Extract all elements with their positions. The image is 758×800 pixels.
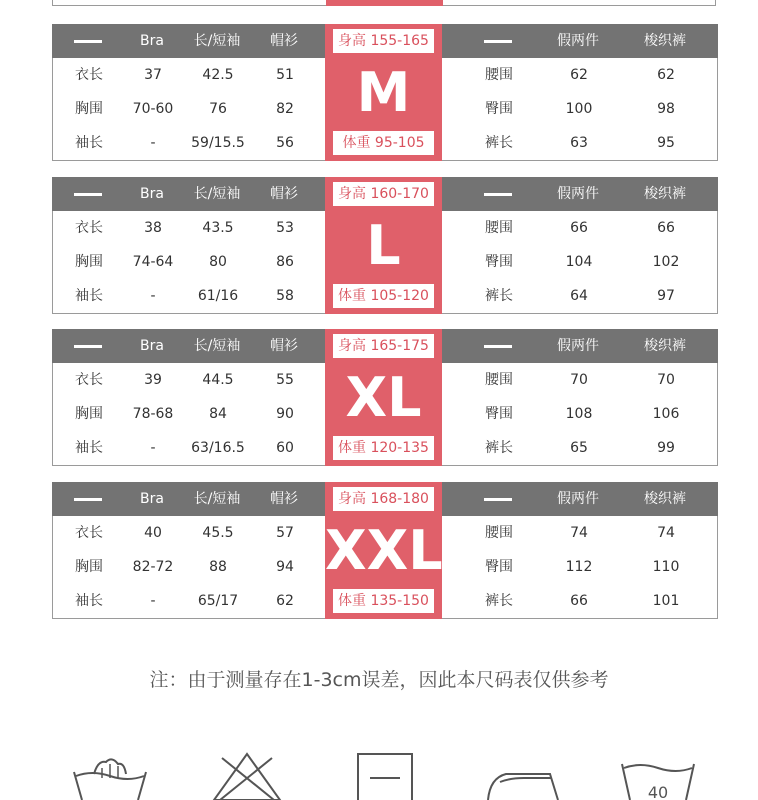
table-cell: 101 [652, 593, 680, 609]
table-cell: 58 [276, 288, 294, 304]
table-cell: 63 [570, 135, 588, 151]
header-cell: Bra [140, 338, 164, 354]
table-cell: 65 [570, 440, 588, 456]
table-cell: 51 [276, 67, 294, 83]
row-label: 胸围 [75, 559, 103, 575]
header-cell: 长/短袖 [193, 491, 241, 507]
header-cell: 长/短袖 [193, 33, 241, 49]
table-cell: 84 [209, 406, 227, 422]
height-range: 身高 168-180 [333, 487, 434, 511]
row-label: 臀围 [485, 406, 513, 422]
row-label: 衣长 [75, 372, 103, 388]
table-cell: 66 [570, 593, 588, 609]
table-cell: 64 [570, 288, 588, 304]
table-cell: 82-72 [132, 559, 174, 575]
table-cell: 100 [565, 101, 593, 117]
table-cell: 62 [657, 67, 675, 83]
header-cell: 帽衫 [270, 186, 298, 202]
table-cell: 110 [652, 559, 680, 575]
weight-range: 体重 105-120 [333, 284, 434, 308]
row-label: 臀围 [485, 559, 513, 575]
table-cell: 70 [570, 372, 588, 388]
table-cell: 56 [276, 135, 294, 151]
size-column [325, 482, 442, 619]
row-label: 衣长 [75, 67, 103, 83]
size-table-xxl [52, 482, 718, 619]
table-cell: 42.5 [202, 67, 234, 83]
row-label: 腰围 [485, 372, 513, 388]
row-label: 胸围 [75, 101, 103, 117]
row-label: 袖长 [75, 135, 103, 151]
table-cell: 63/16.5 [191, 440, 245, 456]
header-dash [74, 498, 102, 501]
header-cell: 帽衫 [270, 338, 298, 354]
table-cell: 94 [276, 559, 294, 575]
weight-range: 体重 135-150 [333, 589, 434, 613]
weight-range: 体重 120-135 [333, 436, 434, 460]
size-table-l [52, 177, 718, 314]
table-cell: 55 [276, 372, 294, 388]
table-cell: 60 [276, 440, 294, 456]
table-cell: 53 [276, 220, 294, 236]
row-label: 腰围 [485, 67, 513, 83]
size-label: M [356, 61, 411, 124]
table-cell: 57 [276, 525, 294, 541]
table-cell: 108 [565, 406, 593, 422]
size-table-xl [52, 329, 718, 466]
table-cell: 39 [144, 372, 162, 388]
header-dash [74, 40, 102, 43]
header-dash [74, 193, 102, 196]
header-dash [484, 193, 512, 196]
header-cell: Bra [140, 186, 164, 202]
size-label: L [366, 214, 401, 277]
row-label: 袖长 [75, 440, 103, 456]
table-cell: - [150, 288, 156, 304]
table-cell: 98 [657, 101, 675, 117]
size-label: XXL [325, 519, 443, 582]
height-range: 身高 155-165 [333, 29, 434, 53]
row-label: 臀围 [485, 101, 513, 117]
wash-40-icon [620, 760, 696, 800]
header-cell: 帽衫 [270, 33, 298, 49]
table-cell: 80 [209, 254, 227, 270]
row-label: 腰围 [485, 220, 513, 236]
height-range: 身高 165-175 [333, 334, 434, 358]
row-label: 腰围 [485, 525, 513, 541]
header-cell: 梭织裤 [644, 491, 686, 507]
table-cell: 62 [570, 67, 588, 83]
row-label: 衣长 [75, 220, 103, 236]
wash-temp-label: 40 [647, 783, 669, 800]
header-cell: 梭织裤 [644, 33, 686, 49]
row-label: 裤长 [485, 593, 513, 609]
table-cell: 38 [144, 220, 162, 236]
table-cell: 61/16 [197, 288, 239, 304]
line-dry-icon [356, 752, 414, 800]
table-cell: 44.5 [202, 372, 234, 388]
height-range: 身高 160-170 [333, 182, 434, 206]
header-cell: 梭织裤 [644, 186, 686, 202]
header-cell: 假两件 [557, 338, 599, 354]
row-label: 衣长 [75, 525, 103, 541]
header-cell: 长/短袖 [193, 338, 241, 354]
table-cell: 74-64 [132, 254, 174, 270]
row-label: 臀围 [485, 254, 513, 270]
size-label: XL [345, 366, 422, 429]
table-cell: 112 [565, 559, 593, 575]
header-dash [484, 40, 512, 43]
table-cell: 74 [570, 525, 588, 541]
weight-range: 体重 95-105 [333, 131, 434, 155]
table-cell: 86 [276, 254, 294, 270]
table-cell: 43.5 [202, 220, 234, 236]
header-dash [484, 345, 512, 348]
row-label: 裤长 [485, 135, 513, 151]
size-table-m [52, 24, 718, 161]
table-cell: 66 [657, 220, 675, 236]
row-label: 胸围 [75, 406, 103, 422]
table-cell: 102 [652, 254, 680, 270]
table-cell: 90 [276, 406, 294, 422]
header-cell: 假两件 [557, 33, 599, 49]
row-label: 袖长 [75, 288, 103, 304]
row-label: 裤长 [485, 440, 513, 456]
table-cell: - [150, 593, 156, 609]
table-cell: 97 [657, 288, 675, 304]
header-cell: 长/短袖 [193, 186, 241, 202]
table-cell: 99 [657, 440, 675, 456]
table-cell: 88 [209, 559, 227, 575]
table-cell: 65/17 [197, 593, 239, 609]
table-cell: 78-68 [132, 406, 174, 422]
header-dash [74, 345, 102, 348]
row-label: 袖长 [75, 593, 103, 609]
table-cell: 82 [276, 101, 294, 117]
table-cell: 37 [144, 67, 162, 83]
previous-table-bottom-edge [52, 0, 716, 6]
header-cell: Bra [140, 491, 164, 507]
iron-icon [480, 752, 560, 800]
size-column [325, 329, 442, 466]
previous-size-column-edge [326, 0, 443, 6]
table-cell: 66 [570, 220, 588, 236]
header-cell: 帽衫 [270, 491, 298, 507]
table-cell: 104 [565, 254, 593, 270]
table-cell: - [150, 440, 156, 456]
table-cell: 106 [652, 406, 680, 422]
header-cell: 梭织裤 [644, 338, 686, 354]
table-cell: 70 [657, 372, 675, 388]
row-label: 胸围 [75, 254, 103, 270]
table-cell: 45.5 [202, 525, 234, 541]
header-cell: Bra [140, 33, 164, 49]
table-cell: 40 [144, 525, 162, 541]
hand-wash-icon [72, 752, 148, 800]
table-cell: 59/15.5 [191, 135, 245, 151]
size-column [325, 177, 442, 314]
table-cell: 70-60 [132, 101, 174, 117]
table-cell: 95 [657, 135, 675, 151]
header-dash [484, 498, 512, 501]
measurement-note: 注：由于测量存在1-3cm误差，因此本尺码表仅供参考 [149, 669, 609, 691]
table-cell: - [150, 135, 156, 151]
table-cell: 76 [209, 101, 227, 117]
header-cell: 假两件 [557, 491, 599, 507]
row-label: 裤长 [485, 288, 513, 304]
header-cell: 假两件 [557, 186, 599, 202]
do-not-bleach-icon [212, 752, 282, 800]
table-cell: 74 [657, 525, 675, 541]
table-cell: 62 [276, 593, 294, 609]
size-column [325, 24, 442, 161]
